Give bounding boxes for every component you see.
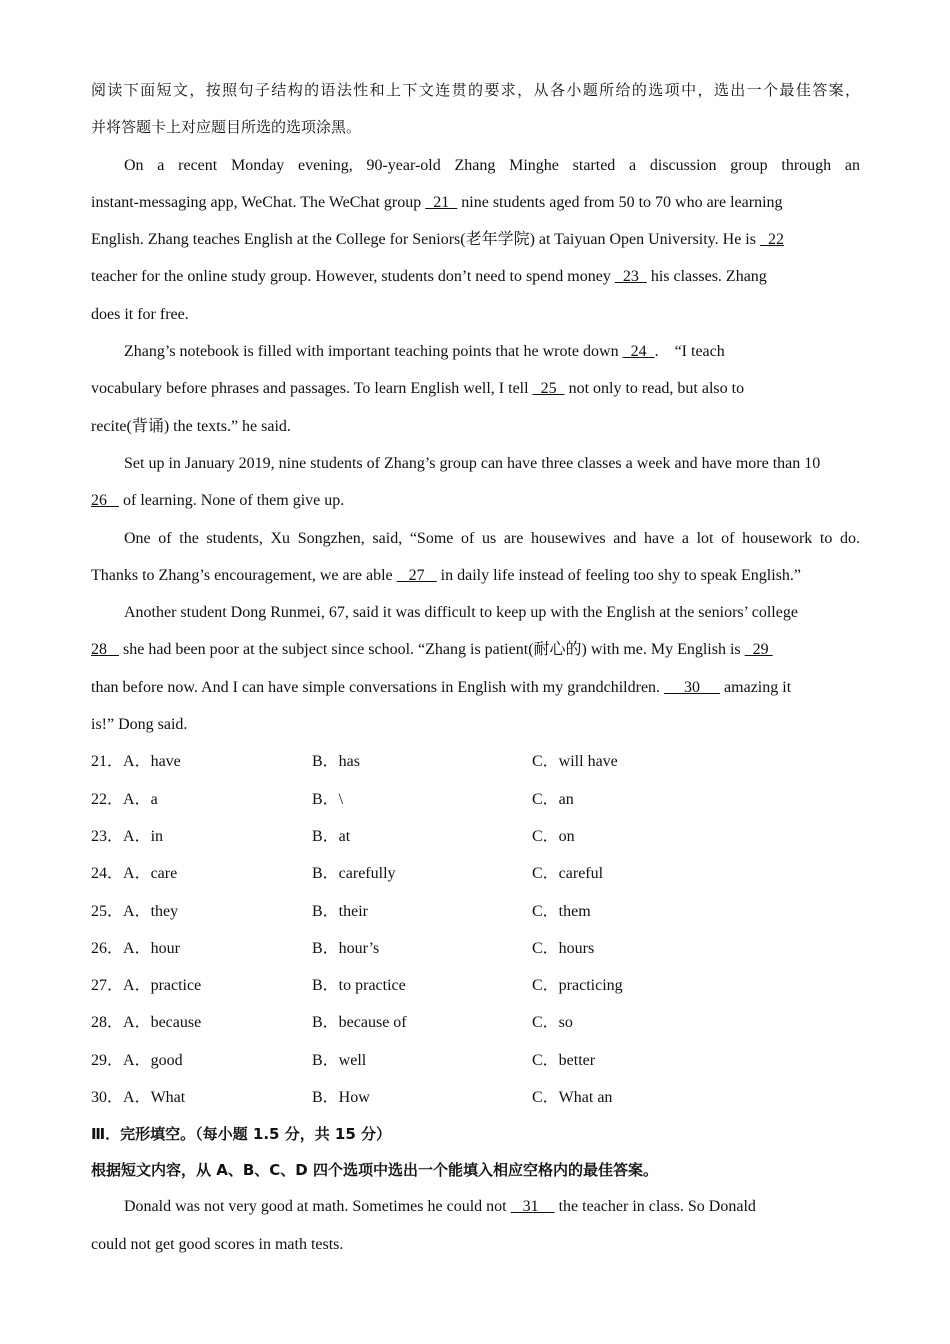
- option-c[interactable]: C．will have: [532, 753, 618, 771]
- option-b[interactable]: B．their: [312, 902, 368, 920]
- question-number: 25．: [91, 902, 124, 920]
- passage-line: Another student Dong Runmei, 67, said it was difficult to keep up with the English at the seniors’ college: [124, 604, 798, 622]
- instructions-line-2: 并将答题卡上对应题目所选的选项涂黑。: [91, 118, 362, 137]
- passage-text: in daily life instead of feeling too shy to speak English.”: [440, 566, 802, 584]
- blank-29: 29: [744, 641, 773, 659]
- question-number: 24．: [91, 865, 124, 883]
- option-a[interactable]: A．What: [123, 1089, 186, 1107]
- passage-line: could not get good scores in math tests.: [91, 1235, 344, 1253]
- option-b[interactable]: B．to practice: [312, 977, 406, 995]
- blank-26: 26: [91, 492, 119, 510]
- instructions-line-1: 阅读下面短文，按照句子结构的语法性和上下文连贯的要求，从各小题所给的选项中，选出一个最佳答案，: [91, 81, 860, 99]
- question-number: 30．: [91, 1089, 124, 1107]
- blank-21: 21: [425, 193, 458, 211]
- option-a[interactable]: A．because: [123, 1014, 202, 1032]
- passage-text: Thanks to Zhang’s encouragement, we are able: [91, 566, 393, 584]
- passage-text: she had been poor at the subject since school. “Zhang is patient(耐心的) with me. My English is: [123, 641, 741, 659]
- option-b[interactable]: B．has: [312, 753, 361, 771]
- option-a[interactable]: A．a: [123, 790, 158, 808]
- option-a[interactable]: A．they: [123, 902, 179, 920]
- option-row: [91, 893, 860, 930]
- option-row: [91, 930, 860, 967]
- blank-23: 23: [614, 268, 647, 286]
- option-row: [91, 1079, 860, 1116]
- question-number: 23．: [91, 827, 124, 845]
- option-b[interactable]: B．How: [312, 1089, 370, 1107]
- passage-text: the teacher in class. So Donald: [558, 1198, 756, 1216]
- question-number: 22．: [91, 790, 124, 808]
- section-instruction: 根据短文内容，从 A、B、C、D 四个选项中选出一个能填入相应空格内的最佳答案。: [91, 1161, 658, 1180]
- blank-27: 27: [396, 566, 437, 584]
- option-c[interactable]: C．them: [532, 902, 591, 920]
- option-c[interactable]: C．What an: [532, 1089, 613, 1107]
- option-c[interactable]: C．careful: [532, 865, 604, 883]
- passage-line: Set up in January 2019, nine students of Zhang’s group can have three classes a week and have more than 10: [124, 454, 821, 472]
- section-title: Ⅲ．完形填空。（每小题 1.5 分，共 15 分）: [91, 1125, 392, 1144]
- document-page: [91, 72, 860, 1263]
- option-row: [91, 743, 860, 780]
- passage-line: [91, 557, 860, 594]
- option-c[interactable]: C．so: [532, 1014, 573, 1032]
- question-number: 29．: [91, 1051, 124, 1069]
- options-list: [91, 743, 860, 1116]
- question-number: 27．: [91, 977, 124, 995]
- passage-line: is!” Dong said.: [91, 716, 188, 734]
- option-row: [91, 818, 860, 855]
- passage-line: [91, 221, 860, 258]
- option-c[interactable]: C．an: [532, 790, 574, 808]
- passage-line: [91, 184, 860, 221]
- passage-text: his classes. Zhang: [650, 268, 767, 286]
- passage-line: [91, 370, 860, 407]
- passage-text: vocabulary before phrases and passages. To learn English well, I tell: [91, 380, 529, 398]
- option-b[interactable]: B．hour’s: [312, 939, 380, 957]
- blank-30: 30: [664, 678, 721, 696]
- option-c[interactable]: C．on: [532, 827, 575, 845]
- passage-text: of learning. None of them give up.: [123, 492, 345, 510]
- passage-line: [91, 333, 860, 370]
- blank-24: 24: [622, 343, 655, 361]
- option-a[interactable]: A．care: [123, 865, 178, 883]
- blank-28: 28: [91, 641, 119, 659]
- option-b[interactable]: B．carefully: [312, 865, 396, 883]
- passage-text: English. Zhang teaches English at the College for Seniors(老年学院) at Taiyuan Open University. He is: [91, 231, 756, 249]
- option-b[interactable]: B．\: [312, 790, 344, 808]
- passage-text: teacher for the online study group. However, students don’t need to spend money: [91, 268, 611, 286]
- question-number: 26．: [91, 939, 124, 957]
- blank-25: 25: [532, 380, 565, 398]
- option-row: [91, 967, 860, 1004]
- option-a[interactable]: A．good: [123, 1051, 183, 1069]
- blank-22: 22: [759, 231, 784, 249]
- option-row: [91, 1004, 860, 1041]
- option-row: [91, 1042, 860, 1079]
- option-a[interactable]: A．practice: [123, 977, 202, 995]
- passage-text: instant-messaging app, WeChat. The WeChat group: [91, 193, 422, 211]
- passage-text: Zhang’s notebook is filled with important teaching points that he wrote down: [124, 343, 619, 361]
- option-a[interactable]: A．in: [123, 827, 164, 845]
- option-c[interactable]: C．better: [532, 1051, 596, 1069]
- passage-text: amazing it: [724, 678, 792, 696]
- option-a[interactable]: A．have: [123, 753, 181, 771]
- passage-line: [91, 631, 860, 668]
- passage-text: Donald was not very good at math. Sometimes he could not: [124, 1198, 507, 1216]
- passage-text: nine students aged from 50 to 70 who are learning: [461, 193, 783, 211]
- passage-line: recite(背诵) the texts.” he said.: [91, 417, 291, 435]
- option-row: [91, 781, 860, 818]
- passage-text: . “I teach: [654, 343, 725, 361]
- option-b[interactable]: B．at: [312, 827, 351, 845]
- passage-text: than before now. And I can have simple conversations in English with my grandchildren.: [91, 678, 661, 696]
- option-b[interactable]: B．because of: [312, 1014, 407, 1032]
- option-c[interactable]: C．hours: [532, 939, 595, 957]
- option-b[interactable]: B．well: [312, 1051, 367, 1069]
- passage-line: One of the students, Xu Songzhen, said, “Some of us are housewives and have a lot of housework to do.: [124, 529, 860, 547]
- question-number: 28．: [91, 1014, 124, 1032]
- passage-text: not only to read, but also to: [568, 380, 745, 398]
- passage-line: On a recent Monday evening, 90-year-old Zhang Minghe started a discussion group through an: [124, 156, 860, 174]
- option-c[interactable]: C．practicing: [532, 977, 623, 995]
- passage-line: [91, 669, 860, 706]
- passage-line: [91, 1188, 860, 1225]
- option-row: [91, 855, 860, 892]
- question-number: 21．: [91, 753, 124, 771]
- blank-31: 31: [510, 1198, 555, 1216]
- option-a[interactable]: A．hour: [123, 939, 180, 957]
- passage-line: does it for free.: [91, 305, 189, 323]
- passage-line: [91, 258, 860, 295]
- passage-line: [91, 482, 860, 519]
